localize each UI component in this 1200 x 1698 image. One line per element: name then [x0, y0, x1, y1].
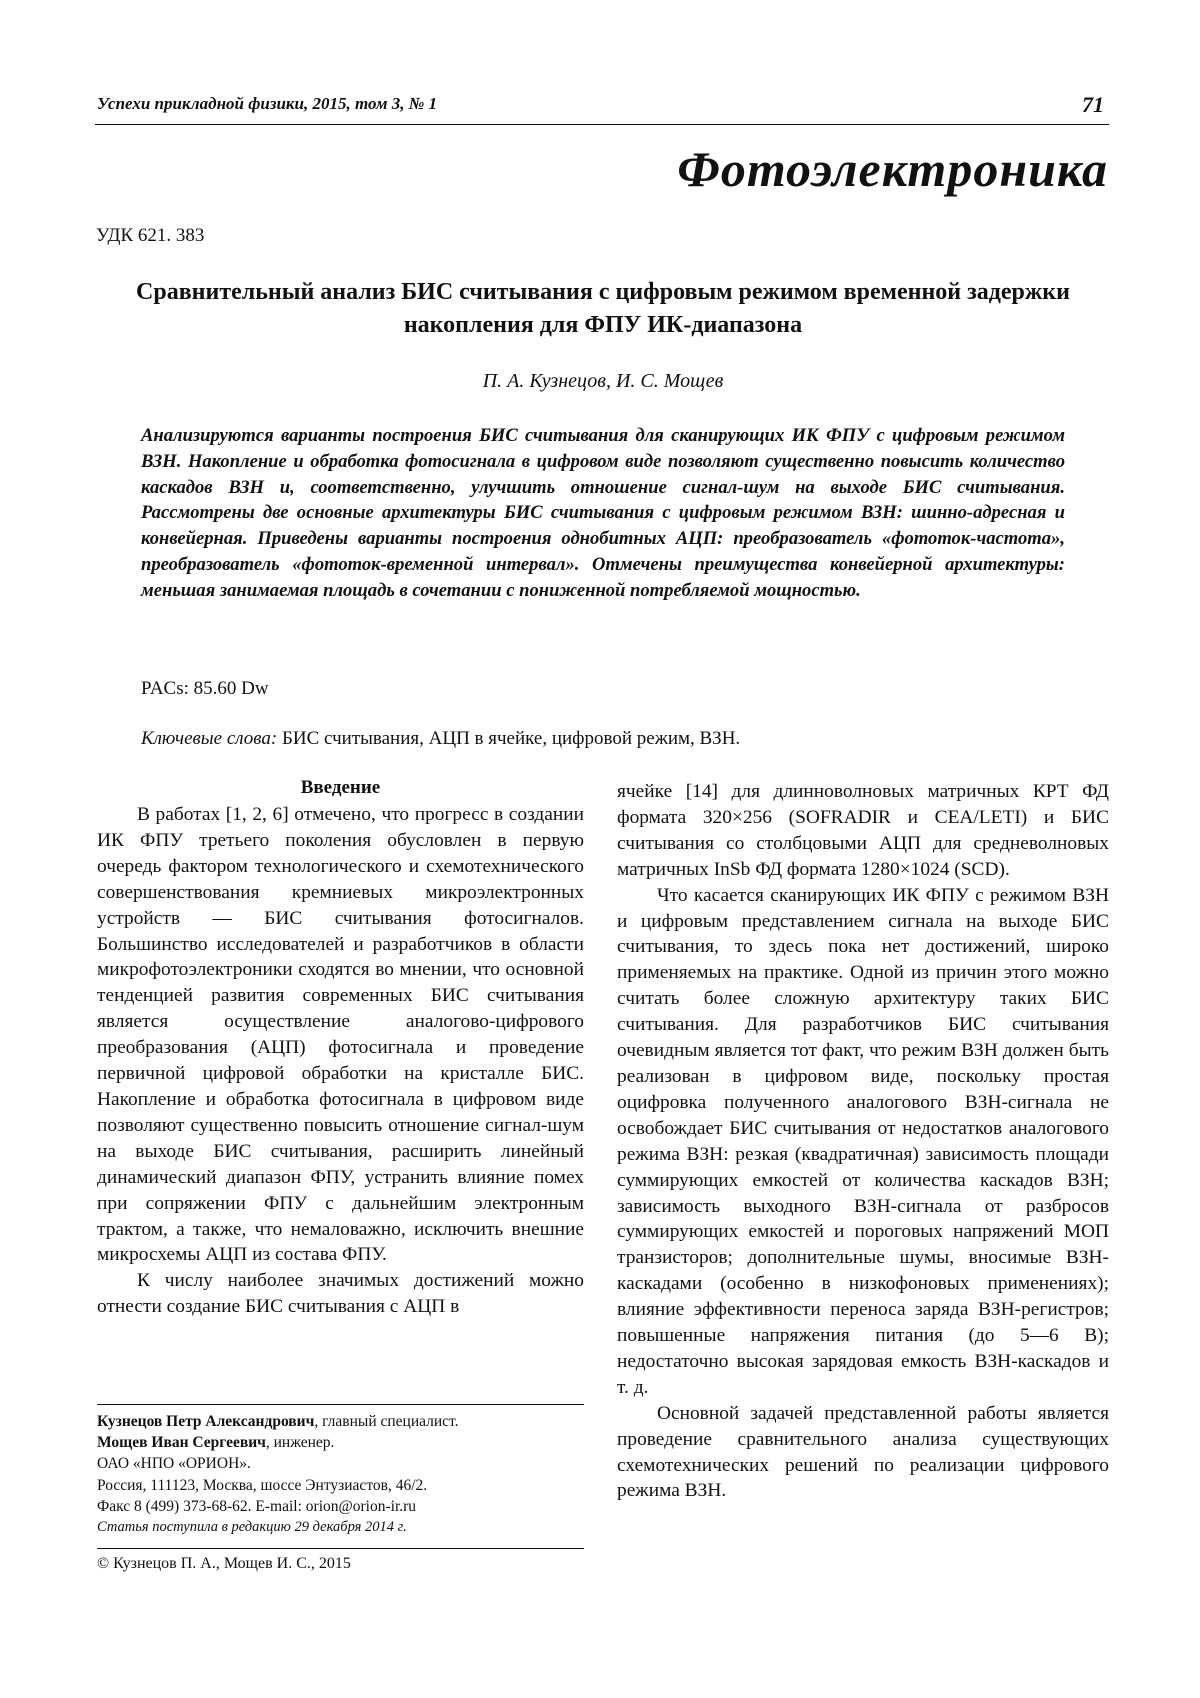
running-head: Успехи прикладной физики, 2015, том 3, № 1 — [97, 94, 438, 113]
paragraph: Что касается сканирующих ИК ФПУ с режимом ВЗН и цифровым представлением сигнала на выходе БИС считывания, то здесь пока нет достижений, широко применяемых на практике. Одной из причин этого можно считать более сложную архитектуру таких БИС считывания. Для разработчиков БИС считывания очевидным является тот факт, что режим ВЗН должен быть реализован в цифровом виде, поскольку простая оцифровка полученного аналогового ВЗН-сигнала не освобождает БИС считывания от недостатков аналогового режима ВЗН: резкая (квадратичная) зависимость площади суммирующих емкостей от количества каскадов ВЗН; зависимость выходного ВЗН-сигнала от разбросов суммирующих емкостей и пороговых напряжений МОП транзисторов; дополнительные шумы, вносимые ВЗН-каскадами (особенно в низкофоновых применениях); влияние эффективности переноса заряда ВЗН-регистров; повышенные напряжения питания (до 5—6 В); недостаточно высокая зарядовая емкость ВЗН-каскадов и т. д. — [617, 884, 1109, 1398]
author-1-role: , главный специалист. — [314, 1413, 459, 1430]
paragraph-continuation: ячейке [14] для длинноволновых матричных КРТ ФД формата 320×256 (SOFRADIR и CEA/LETI) и БИС считывания со столбцовыми АЦП для средневолновых матричных InSb ФД формата 1280×1024 (SCD). — [617, 781, 1109, 880]
contacts: Факс 8 (499) 373-68-62. E-mail: orion@orion-ir.ru — [97, 1497, 417, 1515]
section-title: Фотоэлектроника — [677, 141, 1108, 197]
header-rule — [95, 124, 1109, 125]
received-date: Статья поступила в редакцию 29 декабря 2014 г. — [97, 1519, 407, 1536]
abstract: Анализируются варианты построения БИС считывания для сканирующих ИК ФПУ с цифровым режимом ВЗН. Накопление и обработка фотосигнала в цифровом виде позволяют существенно повысить количество каскадов ВЗН и, соответственно, улучшить отношение сигнал-шум на выходе БИС считывания. Рассмотрены две основные архитектуры БИС считывания с цифровым режимом ВЗН: шинно-адресная и конвейерная. Приведены варианты построения однобитных АЦП: преобразователь «фототок-частота», преобразователь «фототок-временной интервал». Отмечены преимущества конвейерной архитектуры: меньшая занимаемая площадь в сочетании с пониженной потребляемой мощностью. — [141, 425, 1065, 601]
article-authors: П. А. Кузнецов, И. С. Мощев — [482, 370, 724, 392]
author-2-role: , инженер. — [265, 1434, 335, 1452]
intro-heading: Введение — [300, 777, 381, 798]
author-2-name: Мощев Иван Сергеевич — [97, 1434, 266, 1452]
footnote-rule — [97, 1404, 584, 1405]
right-column — [617, 779, 1109, 1504]
pacs-code: PACs: 85.60 Dw — [141, 678, 269, 699]
address: Россия, 111123, Москва, шоссе Энтузиастов, 46/2. — [97, 1476, 428, 1494]
paragraph: В работах [1, 2, 6] отмечено, что прогресс в создании ИК ФПУ третьего поколения обусловлен в первую очередь фактором технологического и схемотехнического совершенствования кремниевых микроэлектронных устройств — БИС считывания фотосигналов. Большинство исследователей и разработчиков в области микрофотоэлектроники сходятся во мнении, что основной тенденцией развития современных БИС считывания является осуществление аналогово-цифрового преобразования (АЦП) фотосигнала и проведение первичной цифровой обработки на кристалле БИС. Накопление и обработка фотосигнала в цифровом виде позволяют существенно повысить отношение сигнал-шум на выходе БИС считывания, расширить линейный динамический диапазон ФПУ, устранить влияние помех при сопряжении ФПУ с дальнейшим электронным трактом, а также, что немаловажно, исключить внешние микросхемы АЦП из состава ФПУ. — [97, 804, 584, 1266]
author-footnote — [97, 1411, 584, 1538]
udk-code: УДК 621. 383 — [96, 225, 205, 246]
paragraph: К числу наиболее значимых достижений можно отнести создание БИС считывания с АЦП в — [97, 1270, 584, 1318]
keywords-text: БИС считывания, АЦП в ячейке, цифровой режим, ВЗН. — [282, 728, 741, 749]
copyright: © Кузнецов П. А., Мощев И. С., 2015 — [97, 1555, 351, 1572]
author-1-name: Кузнецов Петр Александрович — [97, 1413, 315, 1430]
author-2 — [97, 1432, 584, 1453]
author-1 — [97, 1411, 584, 1432]
page-number: 71 — [1082, 92, 1104, 117]
organization: ОАО «НПО «ОРИОН». — [97, 1455, 251, 1473]
article-title: Сравнительный анализ БИС считывания с цифровым режимом временной задержки накопления для ФПУ ИК-диапазона — [136, 279, 1070, 338]
paragraph: Основной задачей представленной работы является проведение сравнительного анализа существующих схемотехнических решений по реализации цифрового режима ВЗН. — [617, 1402, 1109, 1502]
keywords-label: Ключевые слова: — [141, 728, 278, 749]
copyright-rule — [97, 1548, 584, 1549]
left-column — [97, 802, 584, 1320]
keywords — [141, 728, 740, 750]
